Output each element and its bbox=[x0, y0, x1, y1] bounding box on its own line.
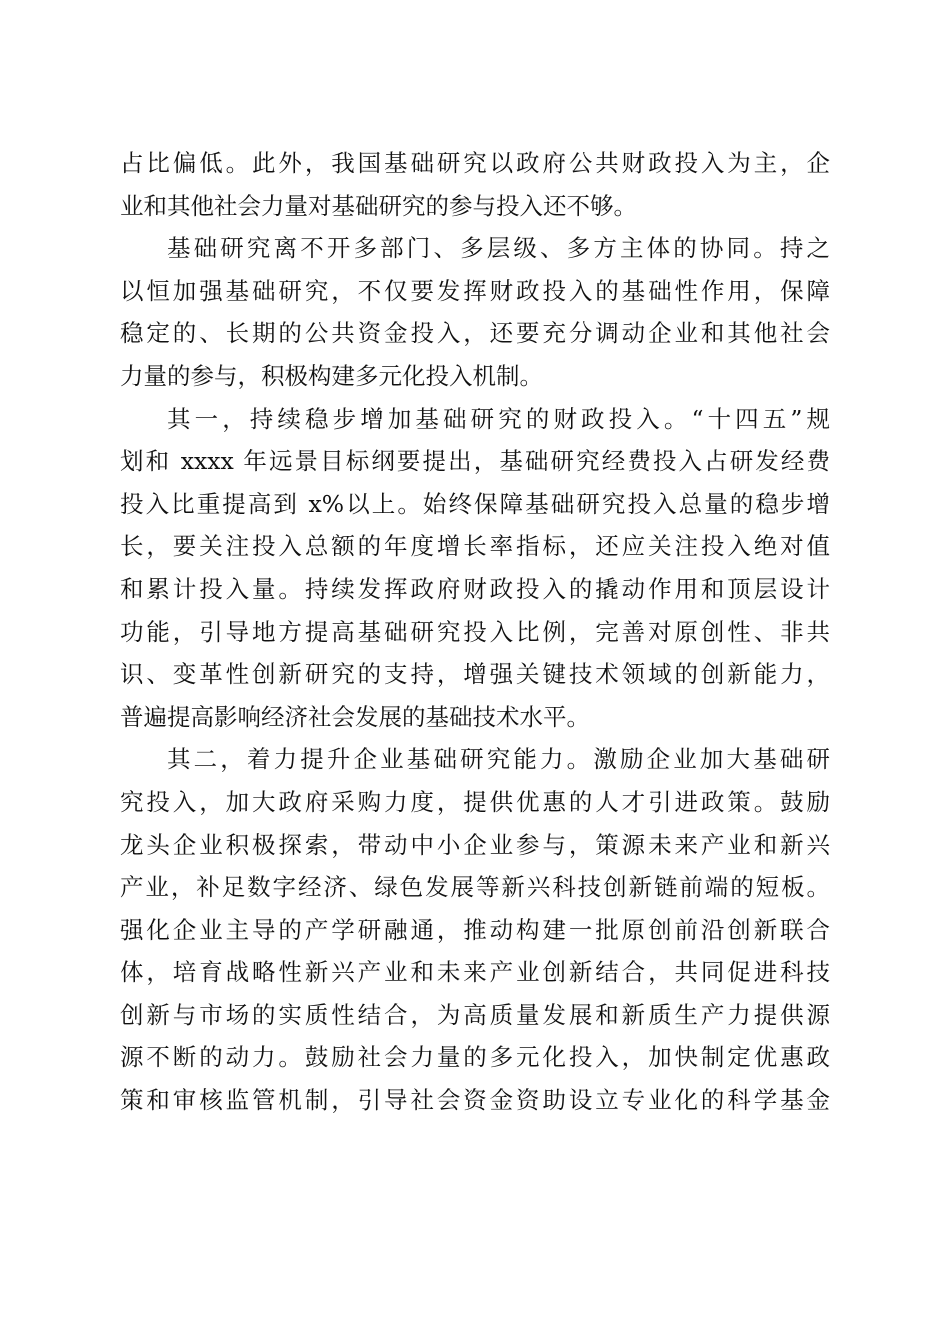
text-line: 占比偏低。此外，我国基础研究以政府公共财政投入为主，企 bbox=[120, 149, 830, 177]
text-line: 其一，持续稳步增加基础研究的财政投入。“十四五”规 bbox=[167, 404, 830, 433]
text-line: 以恒加强基础研究，不仅要发挥财政投入的基础性作用，保障 bbox=[120, 276, 830, 305]
text-line: 和累计投入量。持续发挥政府财政投入的撬动作用和顶层设计 bbox=[120, 574, 830, 603]
text-line: 普遍提高影响经济社会发展的基础技术水平。 bbox=[120, 702, 590, 731]
text-line: 稳定的、长期的公共资金投入，还要充分调动企业和其他社会 bbox=[120, 319, 830, 348]
text-line: 长，要关注投入总额的年度增长率指标，还应关注投入绝对值 bbox=[120, 532, 830, 561]
text-line: 产业，补足数字经济、绿色发展等新兴科技创新链前端的短板。 bbox=[120, 873, 830, 902]
text-line: 策和审核监管机制，引导社会资金资助设立专业化的科学基金 bbox=[120, 1086, 830, 1115]
text-line: 究投入，加大政府采购力度，提供优惠的人才引进政策。鼓励 bbox=[120, 787, 830, 816]
text-line: 力量的参与，积极构建多元化投入机制。 bbox=[120, 361, 543, 390]
text-line: 体，培育战略性新兴产业和未来产业创新结合，共同促进科技 bbox=[120, 958, 830, 987]
text-line: 强化企业主导的产学研融通，推动构建一批原创前沿创新联合 bbox=[120, 915, 830, 944]
text-line: 基础研究离不开多部门、多层级、多方主体的协同。持之 bbox=[167, 234, 830, 263]
text-line: 龙头企业积极探索，带动中小企业参与，策源未来产业和新兴 bbox=[120, 830, 830, 859]
document-body bbox=[120, 142, 830, 1122]
text-line: 其二，着力提升企业基础研究能力。激励企业加大基础研 bbox=[167, 745, 830, 774]
text-line: 业和其他社会力量对基础研究的参与投入还不够。 bbox=[120, 191, 637, 220]
text-line: 投入比重提高到 x%以上。始终保障基础研究投入总量的稳步增 bbox=[120, 489, 830, 518]
text-line: 源不断的动力。鼓励社会力量的多元化投入，加快制定优惠政 bbox=[120, 1043, 830, 1072]
text-line: 创新与市场的实质性结合，为高质量发展和新质生产力提供源 bbox=[120, 1000, 830, 1029]
text-line: 功能，引导地方提高基础研究投入比例，完善对原创性、非共 bbox=[120, 617, 830, 646]
text-line: 识、变革性创新研究的支持，增强关键技术领域的创新能力， bbox=[120, 660, 830, 689]
text-line: 划和 xxxx 年远景目标纲要提出，基础研究经费投入占研发经费 bbox=[120, 447, 830, 476]
